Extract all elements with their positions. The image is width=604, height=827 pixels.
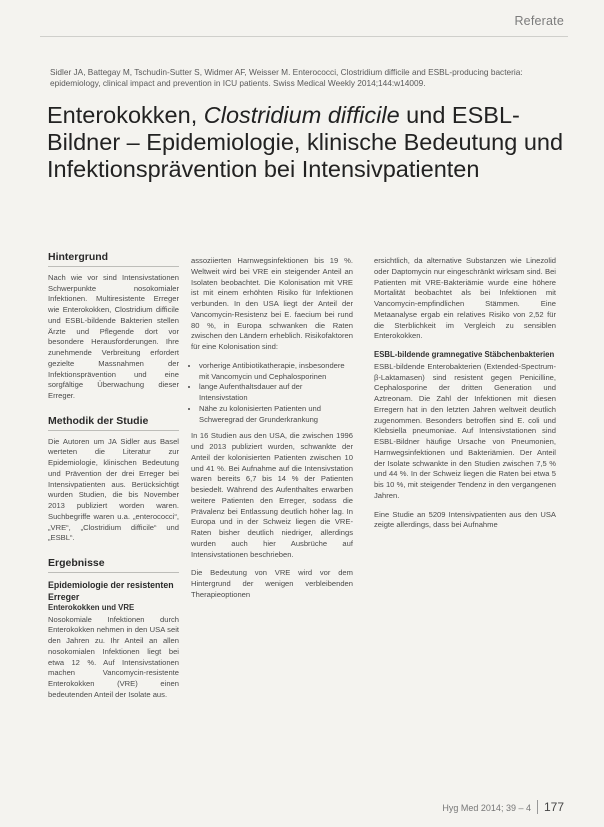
- column-2: [191, 256, 353, 609]
- column-1: [48, 252, 179, 709]
- paragraph-col3-2: ESBL-bildende Enterobakterien (Extended-Spectrum-β-Laktamasen) sind resistent gegen Penicilline, Cephalosporine der dritten Generation und Aztreonam. Die Zahl der Infektionen mit diesen Erregern hat in den letzten Jahren weltweit deutlich zugenommen. Besonders betroffen sind E. coli und Klebsiella pneumoniae. Auf Intensivstationen sind ESBL-Bildner häufige Ursache von Pneumonien, Harnwegsinfektionen und Bakteriämien. Der Anteil der Isolate schwankte in den Studien zwischen 7,5 % und 44 %. In der Schweiz liegen die Raten bei etwa 5 bis 10 %, mit steigender Tendenz in den vergangenen Jahren.: [374, 361, 556, 500]
- list-item: • Nähe zu kolonisierten Patienten und Schweregrad der Grunderkrankung: [199, 404, 353, 426]
- risk-factor-list: [191, 361, 353, 426]
- paragraph-col2-2: In 16 Studien aus den USA, die zwischen 1996 und 2013 publiziert wurden, schwankte der Anteil der kolonisierten Patienten zwischen 10 und 41 %. Bei Aufnahme auf die Intensivstation waren bereits 6,7 bis 14 % der Patienten besiedelt. Während des Aufenthaltes erwarben weitere Patienten den Erreger, sodass die Prävalenz bei Entlassung deutlich höher lag. In Europa und in der Schweiz liegen die VRE-Raten bisher deutlich niedriger, allerdings wurden auch hier Ausbrüche auf Intensivstationen beschrieben.: [191, 431, 353, 559]
- paragraph-hintergrund: Nach wie vor sind Intensivstationen Schwerpunkte nosokomialer Infektionen. Multiresistente Erreger wie Enterokokken, Clostridium difficile und ESBL-bildende Bakterien stellen Ärzte und Pflegende dort vor besondere Herausforderungen. Ihre zunehmende Verbreitung erfordert gezielte Massnahmen der Infektionsprävention und eine sorgfältige Überwachung dieser Erreger.: [48, 272, 179, 400]
- heading-methodik: Methodik der Studie: [48, 416, 179, 431]
- subheading-enterokokken: Enterokokken und VRE: [48, 602, 135, 612]
- paragraph-col2-3: Die Bedeutung von VRE wird vor dem Hintergrund der wenigen verbleibenden Therapieoptionen: [191, 568, 353, 599]
- paragraph-col3-3: Eine Studie an 5209 Intensivpatienten aus den USA zeigte allerdings, dass bei Aufnahme: [374, 509, 556, 530]
- article-title: [47, 102, 577, 183]
- paragraph-col2-1: assoziierten Harnwegsinfektionen bis 19 %. Weltweit wird bei VRE ein steigender Anteil an Isolaten beobachtet. Die Kolonisation mit VRE ist mit einem erhöhten Risiko für Infektionen verbunden. In den USA liegt der Anteil der Vancomycin-Resistenz bei E. faecium bei rund 80 %, in Europa schwanken die Raten zwischen den Ländern erheblich. Risikofaktoren für eine Kolonisation sind:: [191, 256, 353, 351]
- title-italic: Clostridium difficile: [203, 102, 400, 128]
- section-label: Referate: [514, 14, 564, 28]
- list-item: • lange Aufenthaltsdauer auf der Intensivstation: [199, 382, 353, 404]
- paragraph-ergebnisse: Nosokomiale Infektionen durch Enterokokken nehmen in den USA seit den Jahren zu. Ihr Anteil an allen nosokomialen Infektionen liegt bei etwa 12 %. Auf Intensivstationen machen Vancomycin-resistente Enterokokken (VRE) einen bedeutenden Anteil der Isolate aus.: [48, 614, 179, 699]
- page-footer: [442, 800, 564, 814]
- top-rule: [40, 36, 568, 37]
- paragraph-methodik: Die Autoren um JA Sidler aus Basel werteten die Literatur zur Epidemiologie, klinischen Bedeutung und Prävention der drei Erreger bei Intensivpatienten aus. Berücksichtigt wurden Studien, die bis November 2013 publiziert worden waren. Suchbegriffe waren u.a. „enterococci“, „VRE“, „Clostridium difficile“ und „ESBL“.: [48, 436, 179, 543]
- subheading-epidemiologie: Epidemiologie der resistenten Erreger: [48, 579, 174, 602]
- title-part2: und ESBL-Bildner – Epidemiologie, klinische Bedeutung und Infektionsprävention bei Intensivpatienten: [47, 102, 564, 182]
- subheading-esbl: ESBL-bildende gramnegative Stäbchenbakterien: [374, 350, 555, 359]
- paragraph-col3-1: ersichtlich, da alternative Substanzen wie Linezolid oder Daptomycin nur eingeschränkt wirksam sind. Bei Patienten mit VRE-Bakteriämie wurde eine höhere Mortalität beobachtet als bei Infektionen mit Vancomycin-empfindlichen Stämmen. Eine Metaanalyse ergab ein relatives Risiko von 2,52 für die Sterblichkeit im Vergleich zu sensiblen Enterokokken.: [374, 256, 556, 341]
- citation: Sidler JA, Battegay M, Tschudin-Sutter S, Widmer AF, Weisser M. Enterococci, Clostridium difficile and ESBL-producing bacteria: epidemiology, clinical impact and prevention in ICU patients. Swiss Medical Weekly 2014;144:w14009.: [50, 67, 523, 88]
- page-number: 177: [537, 800, 564, 814]
- journal-info: Hyg Med 2014; 39 – 4: [442, 803, 531, 813]
- title-part1: Enterokokken,: [47, 102, 204, 128]
- heading-hintergrund: Hintergrund: [48, 252, 179, 267]
- heading-ergebnisse: Ergebnisse: [48, 558, 179, 573]
- list-item: • vorherige Antibiotikatherapie, insbesondere mit Vancomycin und Cephalosporinen: [199, 361, 353, 383]
- column-3: [374, 256, 556, 539]
